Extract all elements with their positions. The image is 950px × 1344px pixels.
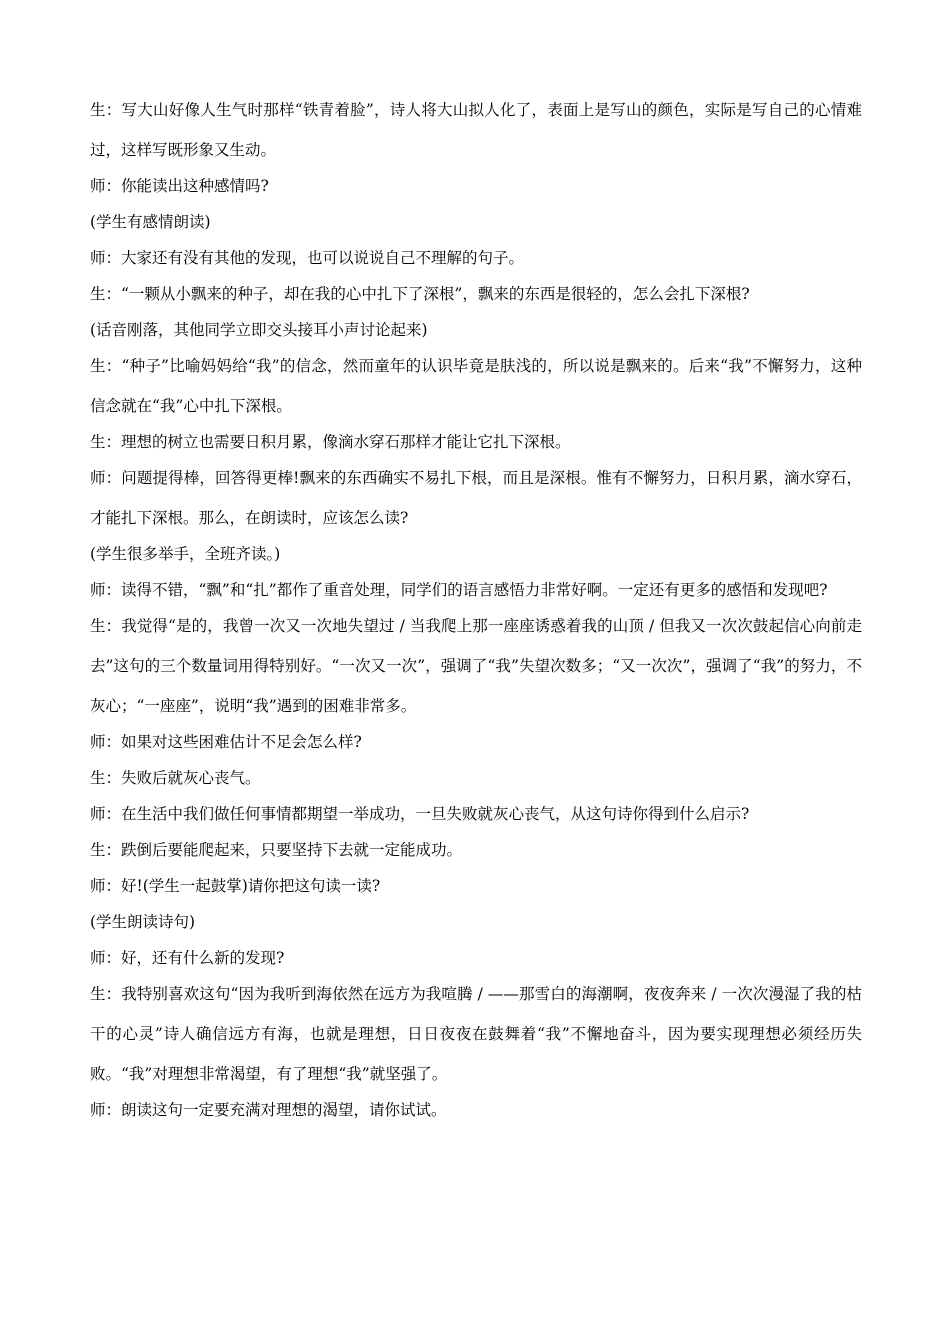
paragraph: 生：跌倒后要能爬起来，只要坚持下去就一定能成功。 xyxy=(90,841,463,859)
paragraph: (话音刚落，其他同学立即交头接耳小声讨论起来) xyxy=(90,321,428,339)
paragraph: 生：我特别喜欢这句“因为我听到海依然在远方为我喧腾 / ——那雪白的海潮啊，夜夜奔来 / 一次次漫湿了我的枯干的心灵”诗人确信远方有海，也就是理想，日日夜夜在鼓舞着“我”不懈地奋斗，因为要实现理想必须经历失败。“我”对理想非常渴望，有了理想“我”就坚强了。 xyxy=(90,985,862,1083)
paragraph: 师：读得不错，“飘”和“扎”都作了重音处理，同学们的语言感悟力非常好啊。一定还有更多的感悟和发现吧? xyxy=(90,581,828,599)
paragraph: 师：在生活中我们做任何事情都期望一举成功，一旦失败就灰心丧气，从这句诗你得到什么启示? xyxy=(90,805,750,823)
paragraph: 师：大家还有没有其他的发现，也可以说说自己不理解的句子。 xyxy=(90,249,525,267)
paragraph: 师：如果对这些困难估计不足会怎么样? xyxy=(90,733,362,751)
paragraph: 生：“种子”比喻妈妈给“我”的信念，然而童年的认识毕竟是肤浅的，所以说是飘来的。后来“我”不懈努力，这种信念就在“我”心中扎下深根。 xyxy=(90,357,862,415)
paragraph: (学生朗读诗句) xyxy=(90,913,196,931)
paragraph: 生：写大山好像人生气时那样“铁青着脸”，诗人将大山拟人化了，表面上是写山的颜色，实际是写自己的心情难过，这样写既形象又生动。 xyxy=(90,101,862,159)
paragraph: 生：“一颗从小飘来的种子，却在我的心中扎下了深根”，飘来的东西是很轻的，怎么会扎下深根? xyxy=(90,285,750,303)
paragraph: 师：朗读这句一定要充满对理想的渴望，请你试试。 xyxy=(90,1101,447,1119)
paragraph: 生：我觉得“是的，我曾一次又一次地失望过 / 当我爬上那一座座诱惑着我的山顶 / 但我又一次次鼓起信心向前走去”这句的三个数量词用得特别好。“一次又一次”，强调了“我”失望次数多；“又一次次”，强调了“我”的努力，不灰心；“一座座”，说明“我”遇到的困难非常多。 xyxy=(90,617,862,715)
paragraph: 师：好，还有什么新的发现? xyxy=(90,949,285,967)
paragraph: 师：你能读出这种感情吗? xyxy=(90,177,269,195)
paragraph: 师：好!(学生一起鼓掌)请你把这句读一读? xyxy=(90,877,381,895)
paragraph: (学生很多举手，全班齐读。) xyxy=(90,545,281,563)
paragraph: (学生有感情朗读) xyxy=(90,213,211,231)
document-body xyxy=(90,98,862,1134)
paragraph: 师：问题提得棒，回答得更棒!飘来的东西确实不易扎下根，而且是深根。惟有不懈努力，日积月累，滴水穿石，才能扎下深根。那么，在朗读时，应该怎么读? xyxy=(90,469,862,527)
paragraph: 生：失败后就灰心丧气。 xyxy=(90,769,261,787)
paragraph: 生：理想的树立也需要日积月累，像滴水穿石那样才能让它扎下深根。 xyxy=(90,433,571,451)
